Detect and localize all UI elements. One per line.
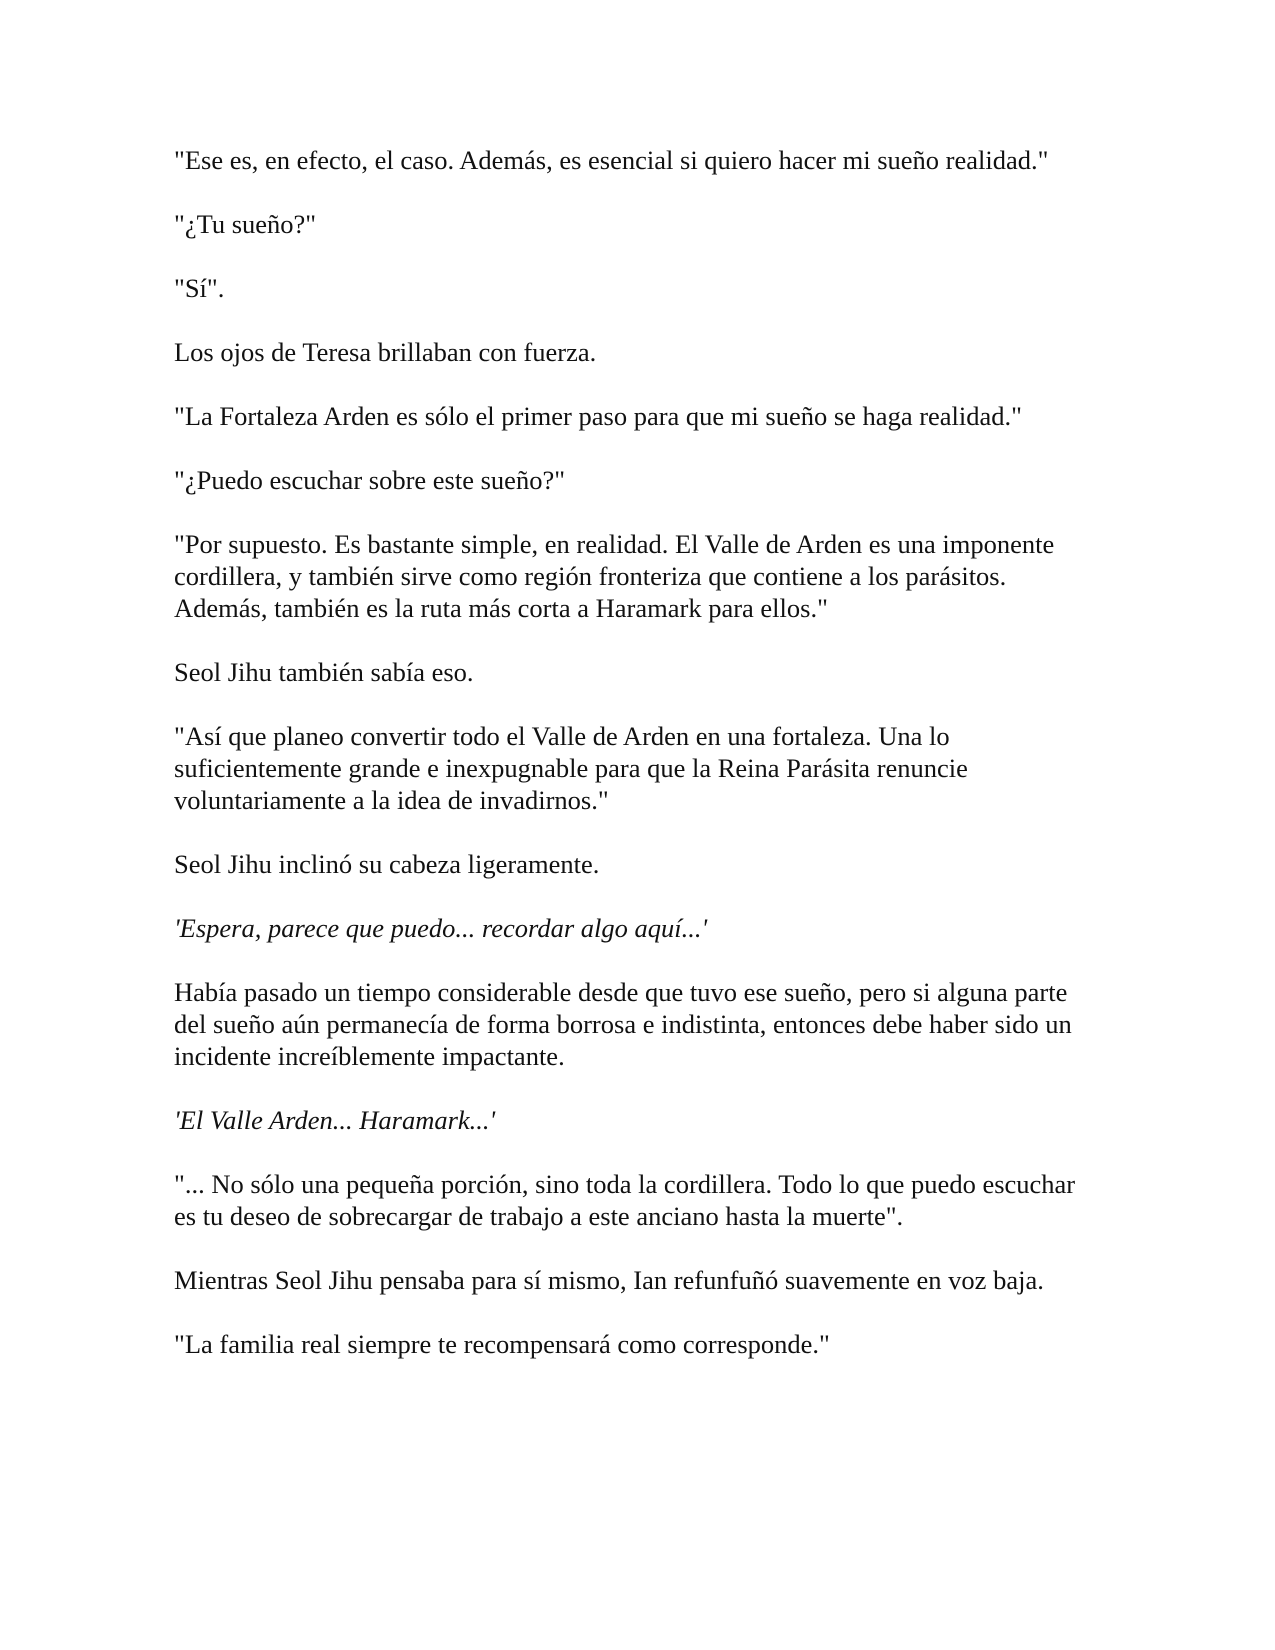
paragraph: "... No sólo una pequeña porción, sino toda la cordillera. Todo lo que puedo escuchar es tu deseo de sobrecargar de trabajo a este anciano hasta la muerte".	[174, 1169, 1076, 1231]
paragraph-thought: 'Espera, parece que puedo... recordar algo aquí...'	[174, 913, 708, 943]
paragraph: "Por supuesto. Es bastante simple, en realidad. El Valle de Arden es una imponente cordillera, y también sirve como región fronteriza que contiene a los parásitos. Además, también es la ruta más corta a Haramark para ellos."	[174, 529, 1055, 623]
paragraph: "La Fortaleza Arden es sólo el primer paso para que mi sueño se haga realidad."	[174, 401, 1022, 431]
paragraph: Seol Jihu también sabía eso.	[174, 657, 474, 687]
paragraph-thought: 'El Valle Arden... Haramark...'	[174, 1105, 496, 1135]
paragraph: "La familia real siempre te recompensará como corresponde."	[174, 1329, 830, 1359]
paragraph: Mientras Seol Jihu pensaba para sí mismo, Ian refunfuñó suavemente en voz baja.	[174, 1265, 1044, 1295]
paragraph: Los ojos de Teresa brillaban con fuerza.	[174, 337, 597, 367]
paragraph: "Ese es, en efecto, el caso. Además, es esencial si quiero hacer mi sueño realidad."	[174, 145, 1049, 175]
paragraph: Había pasado un tiempo considerable desde que tuvo ese sueño, pero si alguna parte del sueño aún permanecía de forma borrosa e indistinta, entonces debe haber sido un incidente increíblemente impactante.	[174, 977, 1072, 1071]
paragraph: "¿Puedo escuchar sobre este sueño?"	[174, 465, 566, 495]
paragraph: Seol Jihu inclinó su cabeza ligeramente.	[174, 849, 600, 879]
paragraph: "Sí".	[174, 273, 225, 303]
document-body	[174, 144, 1094, 1392]
paragraph: "Así que planeo convertir todo el Valle de Arden en una fortaleza. Una lo suficientemente grande e inexpugnable para que la Reina Parásita renuncie voluntariamente a la idea de invadirnos."	[174, 721, 968, 815]
paragraph: "¿Tu sueño?"	[174, 209, 317, 239]
